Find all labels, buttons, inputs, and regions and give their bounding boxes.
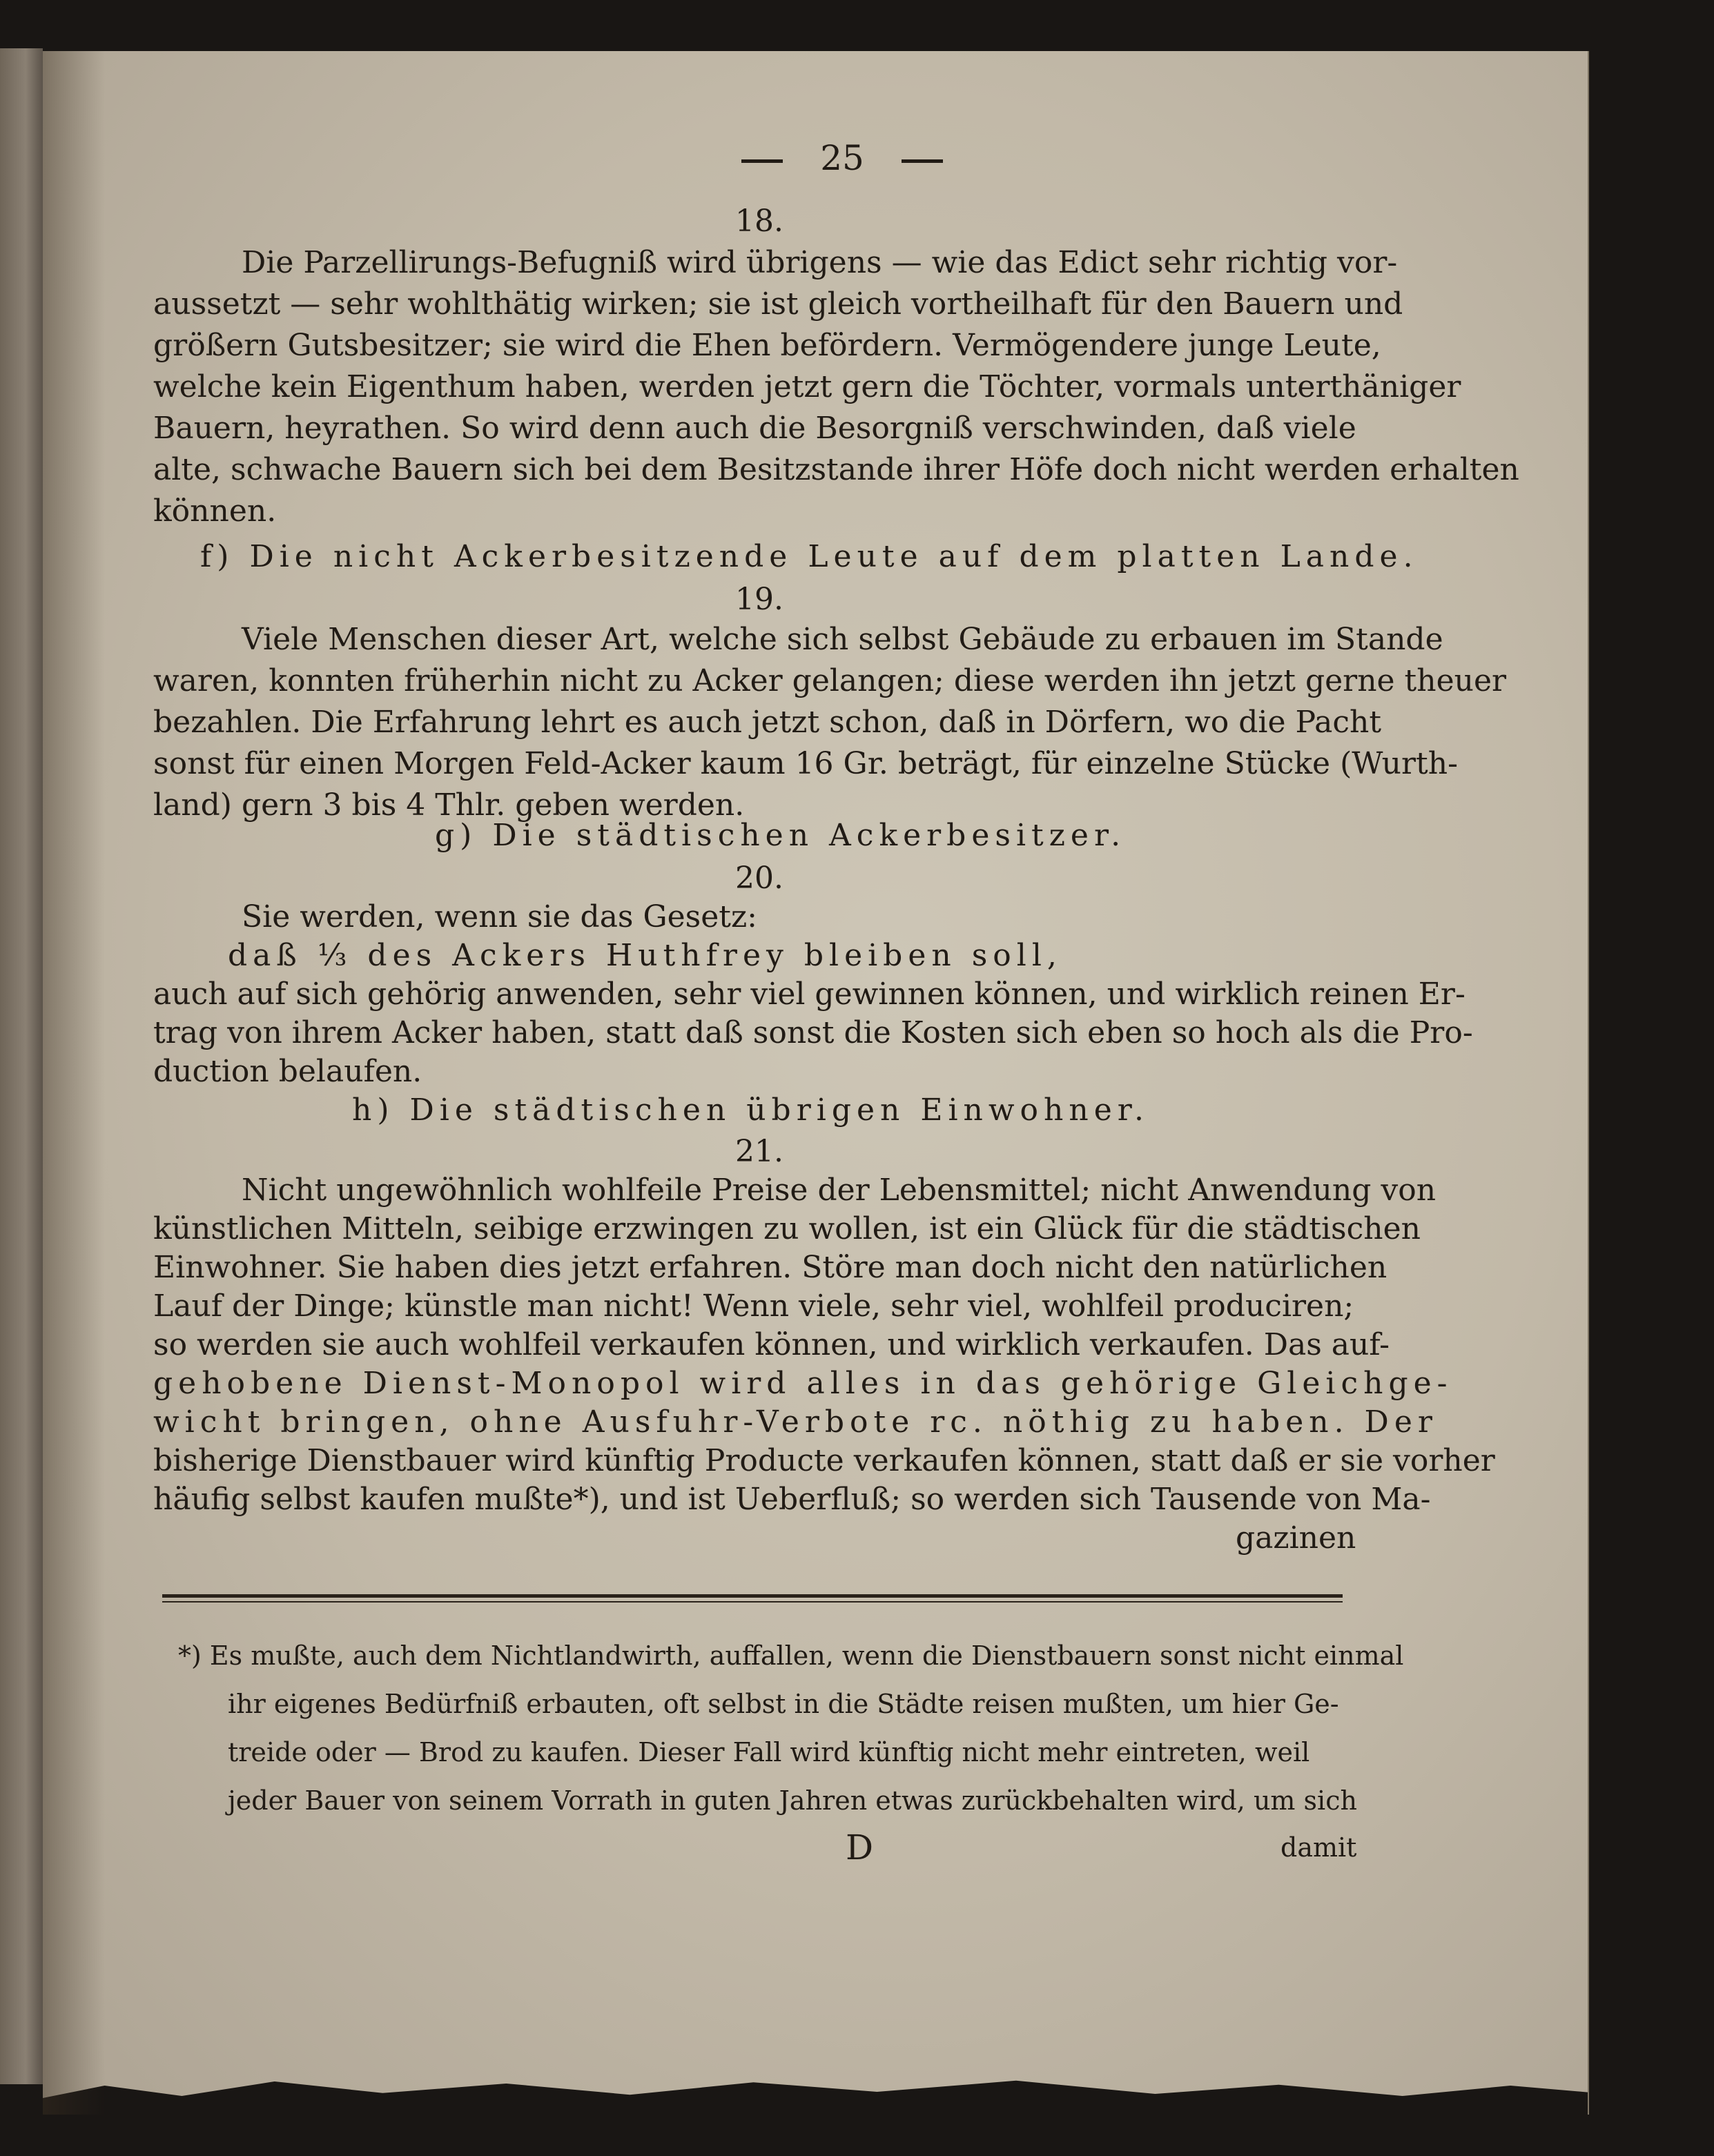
text-line: Sie werden, wenn sie das Gesetz: xyxy=(242,899,757,934)
text-line: daß ⅓ des Ackers Huthfrey bleiben soll, xyxy=(228,938,1062,973)
text-line: gazinen xyxy=(1236,1520,1356,1556)
footnote-line: jeder Bauer von seinem Vorrath in guten Jahren etwas zurückbehalten wird, um sich xyxy=(228,1785,1357,1816)
text-line: häufig selbst kaufen mußte*), und ist Ueberfluß; so werden sich Tausende von Ma- xyxy=(153,1482,1431,1517)
section-number: 19. xyxy=(735,582,783,617)
subsection-heading: g) Die städtischen Ackerbesitzer. xyxy=(435,818,1127,853)
text-line: Bauern, heyrathen. So wird denn auch die Besorgniß verschwinden, daß viele xyxy=(153,411,1356,446)
text-line: künstlichen Mitteln, seibige erzwingen zu wollen, ist ein Glück für die städtischen xyxy=(153,1211,1421,1246)
footnote-line: ihr eigenes Bedürfniß erbauten, oft selbst in die Städte reisen mußten, um hier Ge- xyxy=(228,1689,1339,1719)
text-line: alte, schwache Bauern sich bei dem Besitzstande ihrer Höfe doch nicht werden erhalten xyxy=(153,452,1519,487)
section-number: 21. xyxy=(735,1134,783,1169)
text-line: gehobene Dienst-Monopol wird alles in das gehörige Gleichge- xyxy=(153,1366,1453,1401)
subsection-heading: h) Die städtischen übrigen Einwohner. xyxy=(352,1092,1149,1128)
footnote-line: *) Es mußte, auch dem Nichtlandwirth, auffallen, wenn die Dienstbauern sonst nicht einmal xyxy=(178,1640,1404,1671)
section-number: 18. xyxy=(735,204,783,239)
text-line: so werden sie auch wohlfeil verkaufen können, und wirklich verkaufen. Das auf- xyxy=(153,1327,1390,1362)
footnote-rule-thin xyxy=(162,1601,1343,1603)
text-line: bisherige Dienstbauer wird künftig Producte verkaufen können, statt daß er sie vorher xyxy=(153,1443,1495,1478)
facing-page-edge xyxy=(0,48,43,2084)
text-line: Einwohner. Sie haben dies jetzt erfahren. Störe man doch nicht den natürlichen xyxy=(153,1250,1387,1285)
text-line: sonst für einen Morgen Feld-Acker kaum 16 Gr. beträgt, für einzelne Stücke (Wurth- xyxy=(153,746,1458,781)
text-line: Die Parzellirungs-Befugniß wird übrigens — wie das Edict sehr richtig vor- xyxy=(242,245,1398,280)
header-dash-right xyxy=(902,159,943,163)
subsection-heading: f) Die nicht Ackerbesitzende Leute auf dem platten Lande. xyxy=(200,539,1419,574)
text-line: aussetzt — sehr wohlthätig wirken; sie ist gleich vortheilhaft für den Bauern und xyxy=(153,286,1403,322)
text-line: duction belaufen. xyxy=(153,1054,422,1089)
page-header xyxy=(663,138,1022,178)
footnote-rule xyxy=(162,1594,1343,1598)
text-line: wicht bringen, ohne Ausfuhr-Verbote rc. nöthig zu haben. Der xyxy=(153,1404,1438,1440)
signature-mark: D xyxy=(846,1827,874,1868)
text-line: land) gern 3 bis 4 Thlr. geben werden. xyxy=(153,787,745,823)
text-line: trag von ihrem Acker haben, statt daß sonst die Kosten sich eben so hoch als die Pro- xyxy=(153,1015,1473,1050)
page-number: 25 xyxy=(820,138,864,178)
text-line: welche kein Eigenthum haben, werden jetzt gern die Töchter, vormals unterthäniger xyxy=(153,369,1461,404)
text-line: Nicht ungewöhnlich wohlfeile Preise der Lebensmittel; nicht Anwendung von xyxy=(242,1173,1437,1208)
text-line: Viele Menschen dieser Art, welche sich selbst Gebäude zu erbauen im Stande xyxy=(242,622,1443,657)
page-gutter-shadow xyxy=(43,51,105,2115)
text-line: waren, konnten früherhin nicht zu Acker gelangen; diese werden ihn jetzt gerne theuer xyxy=(153,663,1507,698)
catchword: damit xyxy=(1280,1832,1357,1863)
text-line: größern Gutsbesitzer; sie wird die Ehen befördern. Vermögendere junge Leute, xyxy=(153,328,1381,363)
section-number: 20. xyxy=(735,861,783,896)
text-line: Lauf der Dinge; künstle man nicht! Wenn viele, sehr viel, wohlfeil produciren; xyxy=(153,1288,1354,1324)
text-line: bezahlen. Die Erfahrung lehrt es auch jetzt schon, daß in Dörfern, wo die Pacht xyxy=(153,705,1382,740)
text-line: können. xyxy=(153,493,277,529)
header-dash-left xyxy=(741,159,783,163)
footnote-line: treide oder — Brod zu kaufen. Dieser Fall wird künftig nicht mehr eintreten, weil xyxy=(228,1737,1310,1767)
text-line: auch auf sich gehörig anwenden, sehr viel gewinnen können, und wirklich reinen Er- xyxy=(153,977,1465,1012)
